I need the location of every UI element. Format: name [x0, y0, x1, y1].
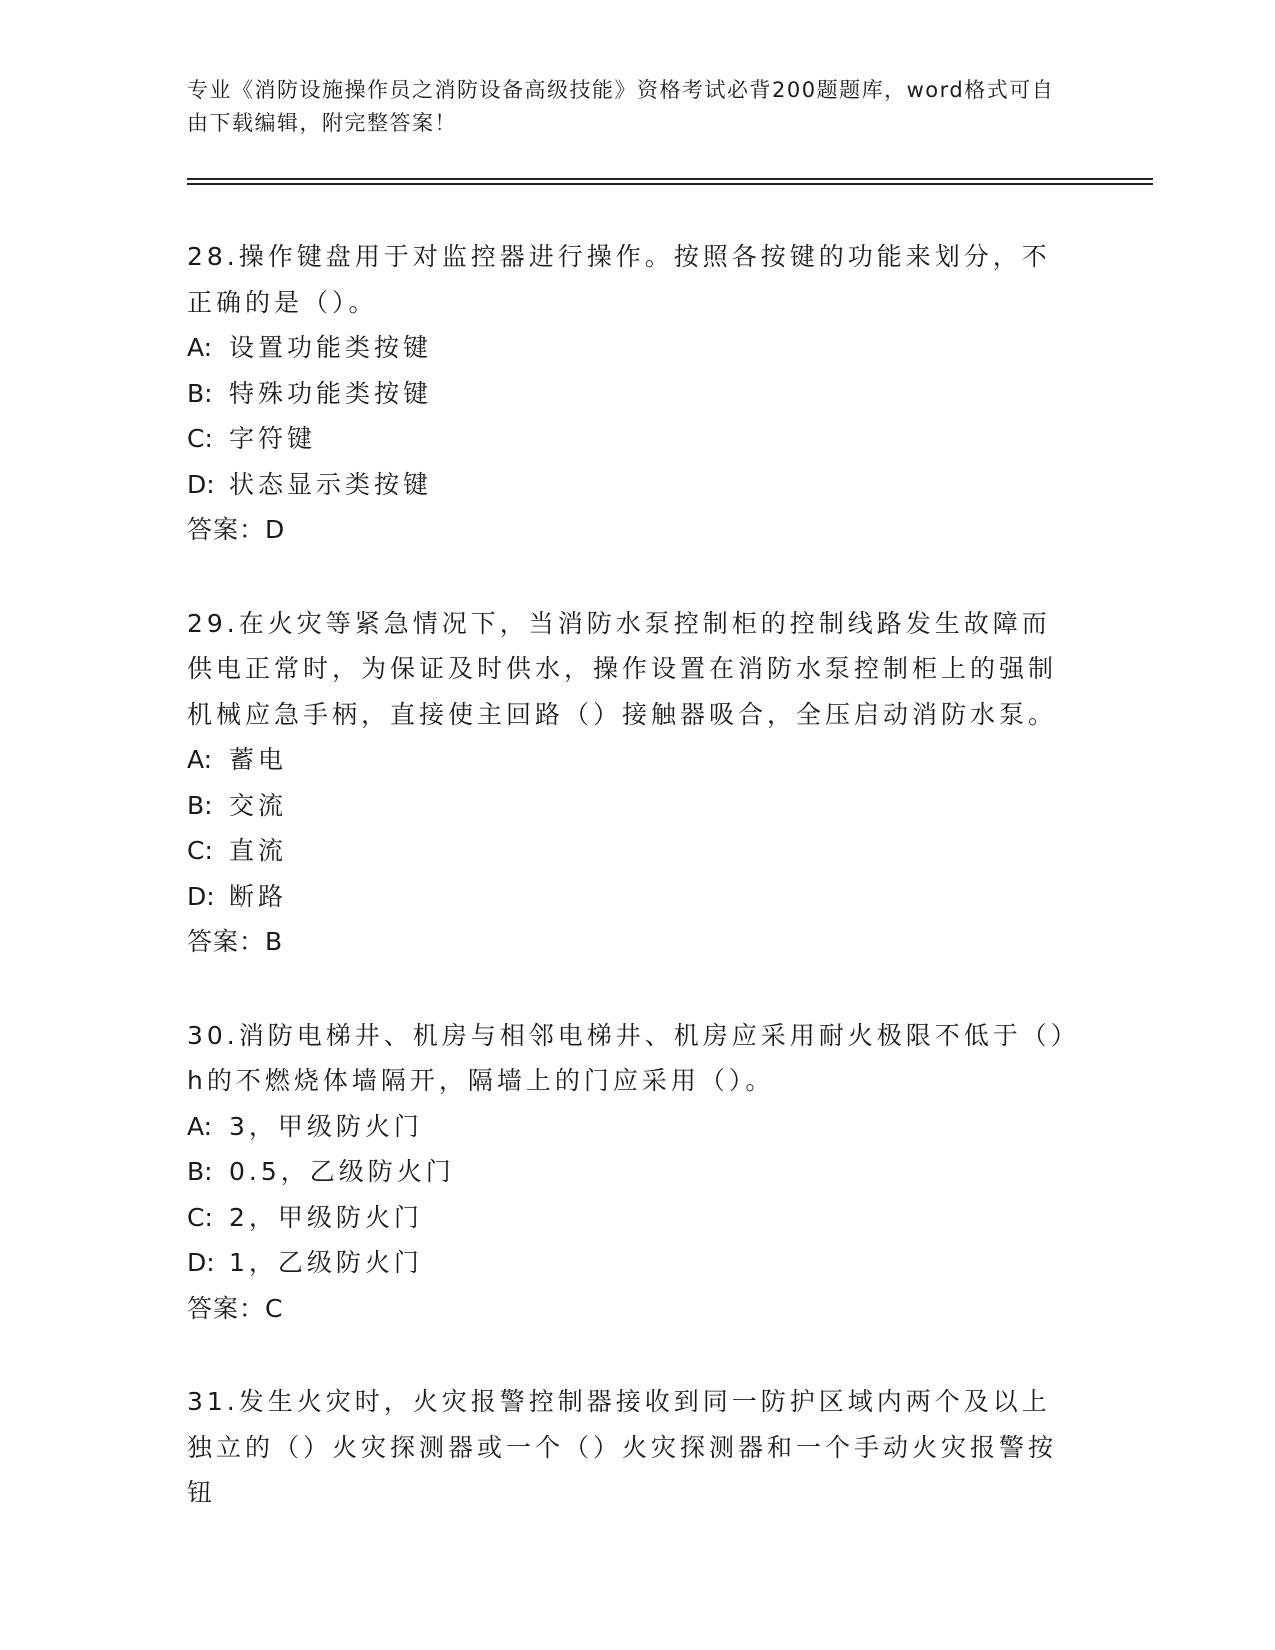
- document-header: 专业《消防设施操作员之消防设备高级技能》资格考试必背200题题库，word格式可自由下载编辑，附完整答案！: [187, 78, 1055, 135]
- question-list: [187, 234, 1077, 1564]
- option-text: 状态显示类按键: [229, 469, 433, 499]
- option-letter: A:: [187, 333, 213, 362]
- option-d: [187, 1240, 1077, 1286]
- option-d: [187, 462, 1077, 508]
- header-rule-top: [187, 178, 1153, 180]
- question-stem: 31.发生火灾时，火灾报警控制器接收到同一防护区域内两个及以上独立的（）火灾探测器或一个（）火灾探测器和一个手动火灾报警按钮: [187, 1387, 1058, 1507]
- answer-line: 答案：B: [187, 927, 284, 956]
- option-text: 直流: [229, 836, 288, 865]
- question-stem: 28.操作键盘用于对监控器进行操作。按照各按键的功能来划分，不正确的是（）。: [187, 242, 1051, 317]
- option-text: 2，甲级防火门: [229, 1202, 423, 1232]
- question-stem: 30.消防电梯井、机房与相邻电梯井、机房应采用耐火极限不低于（）h的不燃烧体墙隔开，隔墙上的门应采用（）。: [187, 1020, 1068, 1095]
- option-b: [187, 371, 1077, 417]
- option-text: 字符键: [229, 424, 317, 453]
- option-a: [187, 737, 1077, 783]
- question-31: [187, 1379, 1077, 1516]
- question-30: [187, 1013, 1077, 1332]
- option-a: [187, 325, 1077, 371]
- option-text: 1，乙级防火门: [229, 1248, 423, 1277]
- option-d: [187, 874, 1077, 920]
- option-letter: A:: [187, 745, 213, 774]
- option-text: 3，甲级防火门: [229, 1111, 423, 1141]
- answer-line: 答案：D: [187, 515, 286, 544]
- option-a: [187, 1104, 1077, 1150]
- answer-line: 答案：C: [187, 1293, 284, 1323]
- option-letter: C:: [187, 1202, 213, 1232]
- question-28: [187, 234, 1077, 553]
- option-letter: B:: [187, 378, 213, 408]
- option-b: [187, 1149, 1077, 1195]
- option-text: 蓄电: [229, 745, 288, 774]
- header-rule-bottom: [187, 183, 1153, 185]
- option-text: 断路: [229, 881, 288, 911]
- option-text: 0.5，乙级防火门: [229, 1157, 455, 1186]
- option-c: [187, 416, 1077, 462]
- option-letter: D:: [187, 1248, 215, 1277]
- option-text: 设置功能类按键: [229, 333, 433, 362]
- option-letter: D:: [187, 469, 215, 499]
- question-stem: 29.在火灾等紧急情况下，当消防水泵控制柜的控制线路发生故障而供电正常时，为保证及时供水，操作设置在消防水泵控制柜上的强制机械应急手柄，直接使主回路（）接触器吸合，全压启动消防水泵。: [187, 608, 1058, 729]
- option-letter: C:: [187, 836, 213, 865]
- option-letter: B:: [187, 790, 213, 820]
- option-letter: A:: [187, 1111, 213, 1141]
- option-letter: D:: [187, 881, 215, 911]
- option-b: [187, 783, 1077, 829]
- option-c: [187, 828, 1077, 874]
- option-c: [187, 1195, 1077, 1241]
- option-text: 特殊功能类按键: [229, 378, 433, 408]
- option-letter: C:: [187, 424, 213, 453]
- option-text: 交流: [229, 790, 288, 820]
- option-letter: B:: [187, 1157, 213, 1186]
- question-29: [187, 601, 1077, 965]
